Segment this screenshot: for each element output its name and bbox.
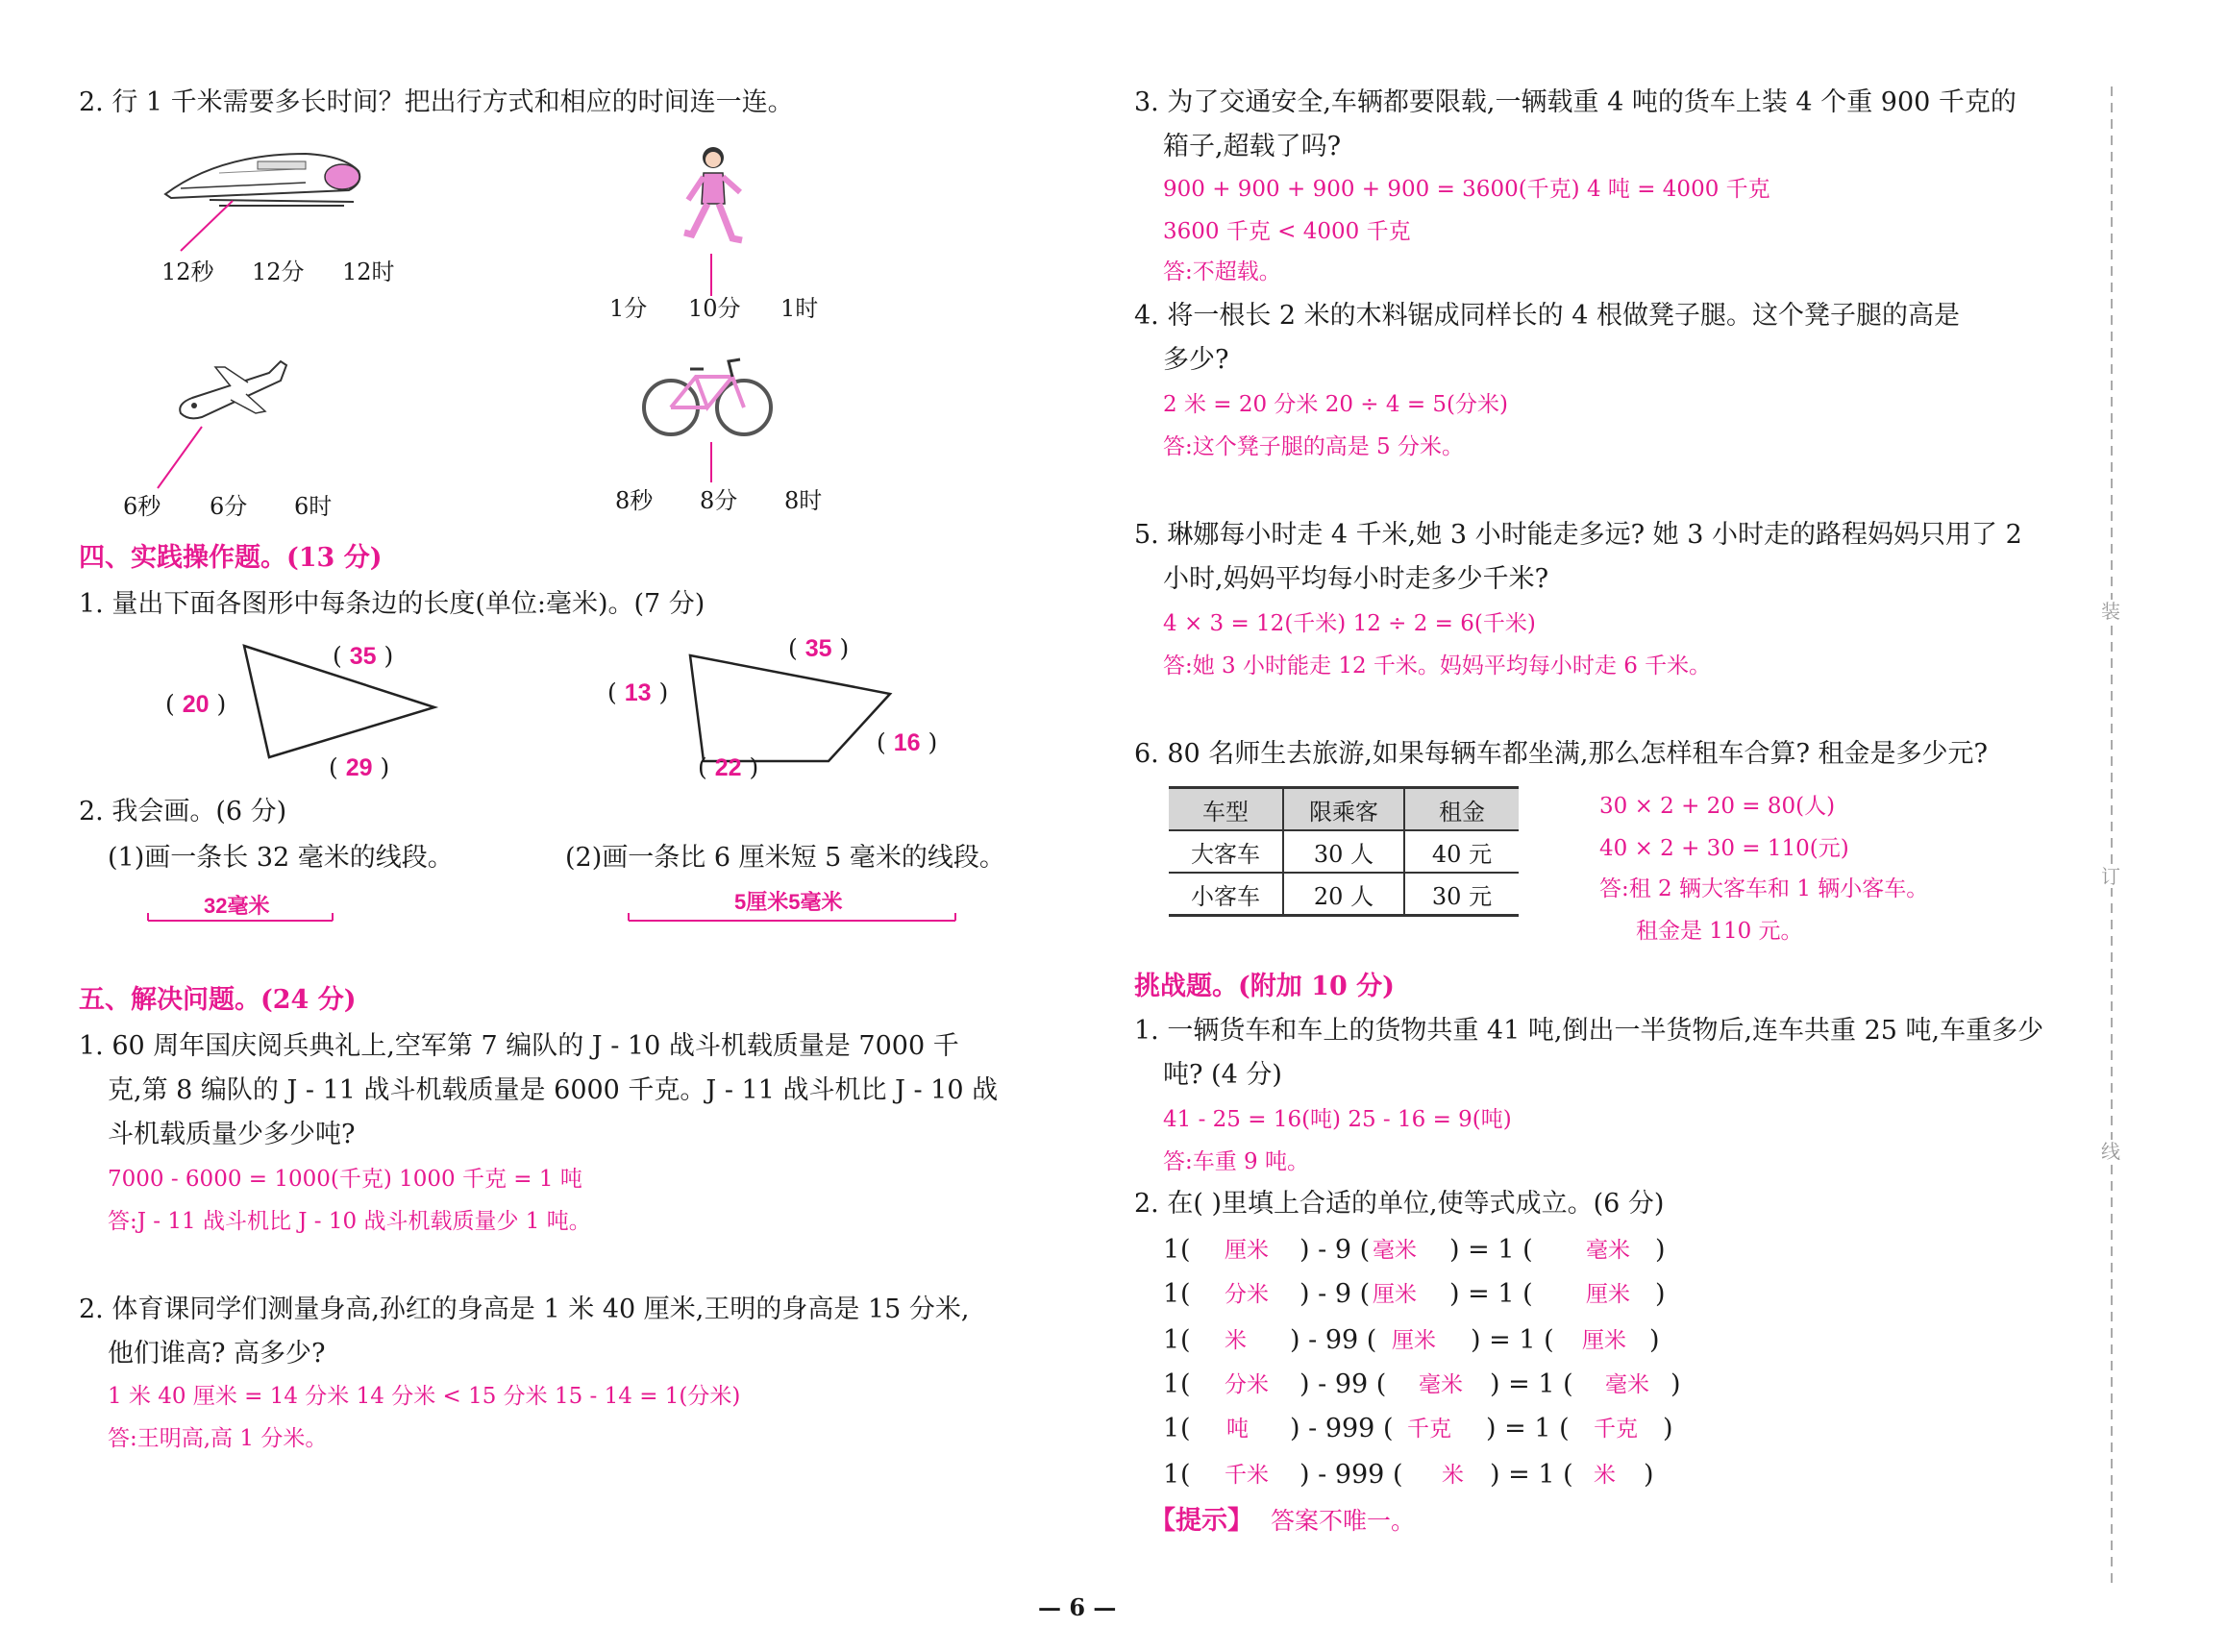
bicycle-connection-line bbox=[702, 440, 721, 486]
table-row bbox=[1169, 830, 1519, 873]
eq-equals: ) = 1 ( bbox=[1449, 1279, 1533, 1309]
eq-equals: ) = 1 ( bbox=[1490, 1460, 1573, 1490]
eq-number: 1 bbox=[1163, 1279, 1180, 1309]
eq-unit-answer: 千克 bbox=[1407, 1417, 1451, 1442]
eq-operator: ) - 99 ( bbox=[1299, 1369, 1387, 1399]
challenge-q1-line1: 1. 一辆货车和车上的货物共重 41 吨,倒出一半货物后,连车共重 25 吨,车重多少 bbox=[1134, 1016, 2044, 1046]
eq-unit-answer: 米 bbox=[1594, 1463, 1616, 1488]
binding-char-2: 订 bbox=[2101, 865, 2120, 888]
table-cell: 30 元 bbox=[1404, 873, 1519, 916]
eq-unit-answer: 毫米 bbox=[1586, 1238, 1630, 1263]
binding-dashed-line bbox=[2107, 86, 2116, 1586]
eq-equals: ) = 1 ( bbox=[1486, 1414, 1570, 1443]
section4-q2-part1: (1)画一条长 32 毫米的线段。 bbox=[108, 843, 454, 873]
quad-left-value: 13 bbox=[624, 679, 652, 706]
eq-equals: ) = 1 ( bbox=[1449, 1235, 1533, 1265]
eq-operator: ) - 999 ( bbox=[1299, 1460, 1403, 1490]
eq-unit-answer: 厘米 bbox=[1582, 1328, 1626, 1353]
eq-open: ( bbox=[1180, 1325, 1191, 1355]
bicycle-icon bbox=[640, 348, 775, 440]
eq-unit-answer: 千克 bbox=[1594, 1417, 1638, 1442]
section5-q1-line2: 克,第 8 编队的 J - 11 战斗机载质量是 6000 千克。J - 11 战斗机比 J - 10 战 bbox=[108, 1075, 999, 1105]
airplane-connection-line bbox=[152, 423, 210, 495]
triangle-bottom-blank: ( 29 ) bbox=[329, 753, 390, 781]
section4-q1: 1. 量出下面各图形中每条边的长度(单位:毫米)。(7 分) bbox=[79, 589, 705, 619]
plane-option-3: 6时 bbox=[294, 493, 333, 520]
eq-unit-answer: 千米 bbox=[1225, 1463, 1269, 1488]
eq-unit-answer: 厘米 bbox=[1586, 1282, 1630, 1307]
section5-heading: 五、解决问题。(24 分) bbox=[79, 985, 357, 1015]
q3-line1: 3. 为了交通安全,车辆都要限载,一辆载重 4 吨的货车上装 4 个重 900 千克的 bbox=[1134, 87, 2017, 117]
airplane-icon bbox=[173, 358, 293, 427]
q5-answer1: 4 × 3 = 12(千米) 12 ÷ 2 = 6(千米) bbox=[1163, 611, 1536, 636]
quad-left-blank: ( 13 ) bbox=[607, 678, 669, 706]
section4-q2-part2: (2)画一条比 6 厘米短 5 毫米的线段。 bbox=[565, 843, 1005, 873]
quad-top-value: 35 bbox=[804, 635, 832, 662]
eq-unit-answer: 毫米 bbox=[1373, 1238, 1417, 1263]
q4-answer1: 2 米 = 20 分米 20 ÷ 4 = 5(分米) bbox=[1163, 392, 1508, 417]
triangle-top-value: 35 bbox=[349, 643, 377, 670]
eq-open: ( bbox=[1180, 1369, 1191, 1399]
eq-equals: ) = 1 ( bbox=[1490, 1369, 1573, 1399]
eq-unit-answer: 厘米 bbox=[1373, 1282, 1417, 1307]
segment1-label: 32毫米 bbox=[204, 894, 270, 918]
plane-option-2: 6分 bbox=[210, 493, 248, 520]
eq-unit-answer: 米 bbox=[1442, 1463, 1464, 1488]
eq-close: ) bbox=[1655, 1235, 1666, 1265]
q6-answer3: 答:租 2 辆大客车和 1 辆小客车。 bbox=[1599, 876, 1929, 901]
eq-number: 1 bbox=[1163, 1460, 1180, 1490]
section4-q2: 2. 我会画。(6 分) bbox=[79, 797, 287, 826]
q3-answer1: 900 + 900 + 900 + 900 = 3600(千克) 4 吨 = 4000 千克 bbox=[1163, 177, 1770, 202]
triangle-bottom-value: 29 bbox=[345, 754, 373, 781]
quad-right-value: 16 bbox=[893, 729, 921, 756]
table-cell: 小客车 bbox=[1169, 873, 1283, 916]
eq-close: ) bbox=[1655, 1279, 1666, 1309]
runner-connection-line bbox=[702, 252, 721, 300]
quad-bottom-value: 22 bbox=[714, 754, 742, 781]
q4-answer2: 答:这个凳子腿的高是 5 分米。 bbox=[1163, 434, 1465, 459]
q5-line2: 小时,妈妈平均每小时走多少千米? bbox=[1163, 564, 1549, 594]
eq-close: ) bbox=[1644, 1460, 1654, 1490]
eq-operator: ) - 999 ( bbox=[1290, 1414, 1394, 1443]
section5-q2-line2: 他们谁高? 高多少? bbox=[108, 1339, 326, 1368]
section4-heading: 四、实践操作题。(13 分) bbox=[79, 543, 383, 573]
table-cell: 20 人 bbox=[1283, 873, 1404, 916]
page-number: — 6 — bbox=[1038, 1593, 1117, 1621]
eq-unit-answer: 吨 bbox=[1226, 1417, 1249, 1442]
plane-option-1: 6秒 bbox=[123, 493, 161, 520]
challenge-heading: 挑战题。(附加 10 分) bbox=[1134, 972, 1395, 1001]
eq-open: ( bbox=[1180, 1460, 1191, 1490]
q6-answer1: 30 × 2 + 20 = 80(人) bbox=[1599, 794, 1836, 819]
quad-bottom-blank: ( 22 ) bbox=[698, 753, 759, 781]
train-connection-line bbox=[173, 197, 240, 255]
eq-unit-answer: 毫米 bbox=[1605, 1372, 1649, 1397]
table-row bbox=[1169, 873, 1519, 916]
eq-unit-answer: 分米 bbox=[1225, 1282, 1269, 1307]
q5-answer2: 答:她 3 小时能走 12 千米。妈妈平均每小时走 6 千米。 bbox=[1163, 653, 1712, 678]
eq-unit-answer: 厘米 bbox=[1392, 1328, 1436, 1353]
eq-number: 1 bbox=[1163, 1235, 1180, 1265]
binding-char-1: 装 bbox=[2101, 600, 2120, 623]
segment2-line bbox=[625, 907, 961, 926]
eq-unit-answer: 毫米 bbox=[1419, 1372, 1463, 1397]
eq-close: ) bbox=[1663, 1414, 1673, 1443]
train-option-3: 12时 bbox=[342, 259, 395, 285]
q3-line2: 箱子,超载了吗? bbox=[1163, 132, 1342, 161]
eq-open: ( bbox=[1180, 1414, 1191, 1443]
q4-line2: 多少? bbox=[1163, 345, 1229, 375]
section5-q1-line1: 1. 60 周年国庆阅兵典礼上,空军第 7 编队的 J - 10 战斗机载质量是 7000 千 bbox=[79, 1031, 959, 1061]
eq-close: ) bbox=[1670, 1369, 1681, 1399]
runner-option-3: 1时 bbox=[780, 295, 819, 322]
challenge-q1-answer1: 41 - 25 = 16(吨) 25 - 16 = 9(吨) bbox=[1163, 1107, 1512, 1132]
segment2-label: 5厘米5毫米 bbox=[734, 890, 843, 914]
eq-operator: ) - 9 ( bbox=[1299, 1235, 1371, 1265]
table-cell: 40 元 bbox=[1404, 830, 1519, 873]
rental-table bbox=[1169, 786, 1519, 917]
hint-text: 答案不唯一。 bbox=[1271, 1507, 1416, 1535]
runner-icon bbox=[680, 144, 748, 255]
triangle-left-blank: ( 20 ) bbox=[165, 690, 227, 718]
section5-q1-answer2: 答:J - 11 战斗机比 J - 10 战斗机载质量少 1 吨。 bbox=[108, 1209, 591, 1234]
table-cell: 30 人 bbox=[1283, 830, 1404, 873]
quad-right-blank: ( 16 ) bbox=[877, 728, 938, 756]
q5-line1: 5. 琳娜每小时走 4 千米,她 3 小时能走多远? 她 3 小时走的路程妈妈只用了 2 bbox=[1134, 520, 2022, 550]
q6-answer4: 租金是 110 元。 bbox=[1636, 919, 1803, 944]
eq-open: ( bbox=[1180, 1279, 1191, 1309]
eq-open: ( bbox=[1180, 1235, 1191, 1265]
binding-char-3: 线 bbox=[2101, 1140, 2120, 1163]
challenge-q2-text: 2. 在( )里填上合适的单位,使等式成立。(6 分) bbox=[1134, 1189, 1665, 1219]
section5-q2-line1: 2. 体育课同学们测量身高,孙红的身高是 1 米 40 厘米,王明的身高是 15 分米, bbox=[79, 1294, 970, 1324]
q6-line1: 6. 80 名师生去旅游,如果每辆车都坐满,那么怎样租车合算? 租金是多少元? bbox=[1134, 739, 1988, 769]
eq-close: ) bbox=[1649, 1325, 1660, 1355]
table-header-rent: 租金 bbox=[1404, 788, 1519, 831]
eq-number: 1 bbox=[1163, 1414, 1180, 1443]
bike-option-2: 8分 bbox=[700, 487, 738, 514]
eq-unit-answer: 分米 bbox=[1225, 1372, 1269, 1397]
bike-option-3: 8时 bbox=[784, 487, 823, 514]
challenge-q1-line2: 吨? (4 分) bbox=[1163, 1060, 1282, 1090]
triangle-left-value: 20 bbox=[182, 691, 210, 718]
section5-q1-answer1: 7000 - 6000 = 1000(千克) 1000 千克 = 1 吨 bbox=[108, 1167, 582, 1192]
q3-answer2: 3600 千克 < 4000 千克 bbox=[1163, 219, 1411, 244]
q6-answer2: 40 × 2 + 30 = 110(元) bbox=[1599, 836, 1849, 861]
section5-q1-line3: 斗机载质量少多少吨? bbox=[108, 1120, 356, 1149]
hint-label: 【提示】 bbox=[1150, 1506, 1253, 1536]
q3-answer3: 答:不超载。 bbox=[1163, 259, 1281, 284]
eq-unit-answer: 厘米 bbox=[1225, 1238, 1269, 1263]
section5-q2-answer2: 答:王明高,高 1 分米。 bbox=[108, 1426, 328, 1451]
challenge-q1-answer2: 答:车重 9 吨。 bbox=[1163, 1149, 1310, 1174]
eq-operator: ) - 9 ( bbox=[1299, 1279, 1371, 1309]
table-header-capacity: 限乘客 bbox=[1283, 788, 1404, 831]
runner-option-2: 10分 bbox=[688, 295, 741, 322]
eq-number: 1 bbox=[1163, 1369, 1180, 1399]
table-header-vehicle: 车型 bbox=[1169, 788, 1283, 831]
q4-line1: 4. 将一根长 2 米的木料锯成同样长的 4 根做凳子腿。这个凳子腿的高是 bbox=[1134, 301, 1961, 331]
train-option-2: 12分 bbox=[252, 259, 305, 285]
eq-equals: ) = 1 ( bbox=[1471, 1325, 1554, 1355]
train-option-1: 12秒 bbox=[161, 259, 214, 285]
runner-option-1: 1分 bbox=[609, 295, 648, 322]
bike-option-1: 8秒 bbox=[615, 487, 654, 514]
q2-connect-question: 2. 行 1 千米需要多长时间？把出行方式和相应的时间连一连。 bbox=[79, 87, 794, 117]
triangle-top-blank: ( 35 ) bbox=[333, 642, 394, 670]
eq-operator: ) - 99 ( bbox=[1290, 1325, 1377, 1355]
table-cell: 大客车 bbox=[1169, 830, 1283, 873]
segment1-line bbox=[144, 907, 336, 926]
quad-top-blank: ( 35 ) bbox=[788, 634, 850, 662]
eq-unit-answer: 米 bbox=[1225, 1328, 1247, 1353]
eq-number: 1 bbox=[1163, 1325, 1180, 1355]
section5-q2-answer1: 1 米 40 厘米 = 14 分米 14 分米 < 15 分米 15 - 14 = 1(分米) bbox=[108, 1384, 741, 1409]
